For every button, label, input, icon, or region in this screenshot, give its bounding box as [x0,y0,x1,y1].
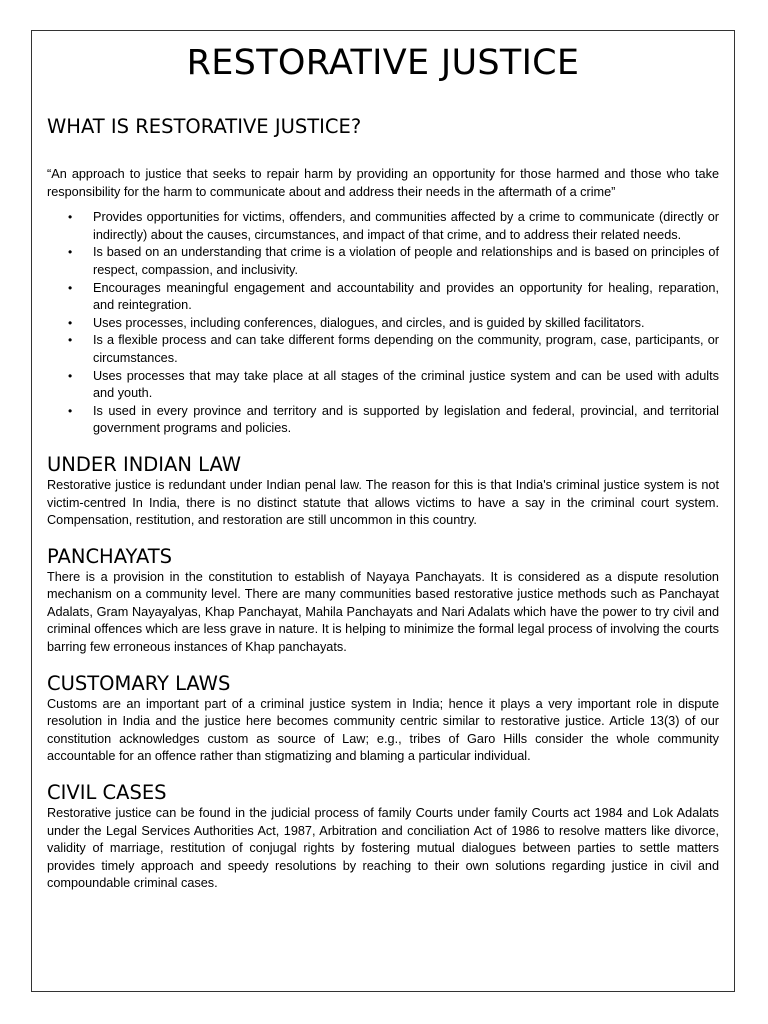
list-item-text: Uses processes, including conferences, dialogues, and circles, and is guided by skilled facilitators. [93,315,645,330]
bullet-icon: • [68,333,73,348]
document-title: RESTORATIVE JUSTICE [186,43,580,83]
bullet-icon: • [68,315,73,330]
list-item [47,244,719,279]
bullet-icon: • [68,245,73,260]
section-heading: UNDER INDIAN LAW [47,452,242,476]
document-page [31,30,735,992]
list-item [47,209,719,244]
list-item [47,403,719,438]
bullet-icon: • [68,368,73,383]
section-panchayats [47,545,719,657]
list-item [47,332,719,367]
list-item-text: Encourages meaningful engagement and accountability and provides an opportunity for healing, reparation, and reintegration. [93,280,719,313]
list-item-text: Uses processes that may take place at all stages of the criminal justice system and can be used with adults and youth. [93,368,719,401]
bullet-icon: • [68,210,73,225]
list-item [47,368,719,403]
bullet-list [47,209,719,438]
section-heading: PANCHAYATS [47,544,173,568]
section-body: There is a provision in the constitution to establish of Nayaya Panchayats. It is considered as a dispute resolution mechanism on a community level. There are many communities based restorative justice methods such as Panchayat Adalats, Gram Nayayalyas, Khap Panchayat, Mahila Panchayats and Nari Adalats which have the power to try civil and criminal offences which are less grave in nature. It is helping to minimize the formal legal process of involving the courts barring few erroneous instances of Khap panchayats. [47,569,719,655]
definition-quote: “An approach to justice that seeks to repair harm by providing an opportunity for those harmed and those who take responsibility for the harm to communicate about and address their needs in the aftermath of a crime” [47,167,719,199]
list-item [47,280,719,315]
section-heading: CUSTOMARY LAWS [47,671,231,695]
section-indian-law [47,453,719,530]
list-item-text: Provides opportunities for victims, offenders, and communities affected by a crime to communicate (directly or indirectly) about the causes, circumstances, and impact of that crime, and to address their related needs. [93,210,719,242]
list-item-text: Is based on an understanding that crime is a violation of people and relationships and is based on principles of respect, compassion, and inclusivity. [93,245,719,277]
section-heading: CIVIL CASES [47,781,167,805]
section-body: Restorative justice can be found in the judicial process of family Courts under family Courts act 1984 and Lok Adalats under the Legal Services Authorities Act, 1987, Arbitration and conciliation Act of 1986 to resolve matters like divorce, validity of marriage, restitution of conjugal rights by fostering mutual dialogues between parties to settle matters provides timely approach and speedy resolutions by reaching to their own solutions regarding justice in civil and compoundable criminal cases. [47,806,719,891]
document-content [47,115,719,893]
list-item [47,315,719,333]
section-heading-what-is: WHAT IS RESTORATIVE JUSTICE? [47,115,362,138]
bullet-icon: • [68,280,73,295]
section-civil-cases [47,781,719,893]
section-body: Customs are an important part of a criminal justice system in India; hence it plays a very important role in dispute resolution in India and the justice here becomes community centric similar to restorative justice. Article 13(3) of our constitution acknowledges custom as source of Law; e.g., tribes of Garo Hills consider the whole community accountable for an offence rather than stigmatizing and blaming a particular individual. [47,696,719,764]
list-item-text: Is used in every province and territory and is supported by legislation and federal, provincial, and territorial government programs and policies. [93,403,719,436]
section-body: Restorative justice is redundant under Indian penal law. The reason for this is that India's criminal justice system is not victim-centred In India, there is no distinct statute that allows victims to have a say in the criminal court system. Compensation, restitution, and restoration are still uncommon in this country. [47,477,719,528]
bullet-icon: • [68,403,73,418]
list-item-text: Is a flexible process and can take different forms depending on the community, program, case, participants, or circumstances. [93,333,719,365]
section-customary-laws [47,672,719,766]
